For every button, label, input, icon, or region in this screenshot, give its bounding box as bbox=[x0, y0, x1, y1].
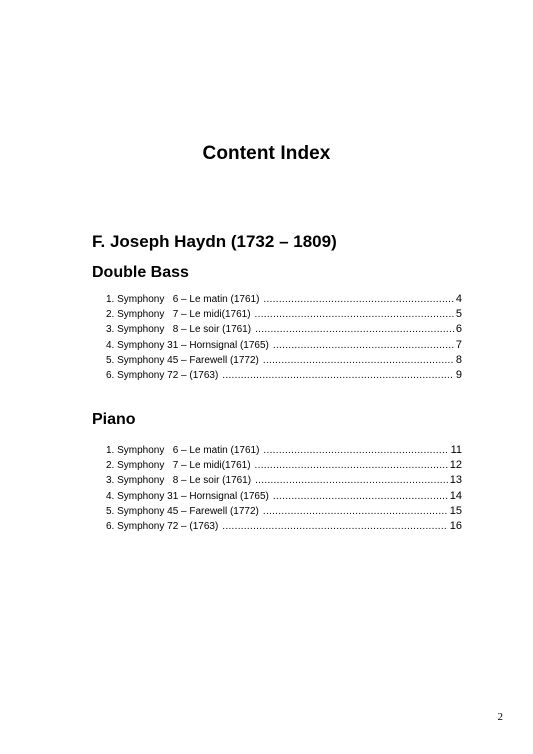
section-heading-double-bass: Double Bass bbox=[92, 264, 189, 281]
toc-dot-leader bbox=[222, 370, 454, 381]
toc-entry-page: 14 bbox=[449, 489, 462, 502]
toc-dot-leader bbox=[255, 460, 448, 471]
toc-dot-leader bbox=[255, 475, 448, 486]
toc-entry-title: 6. Symphony 72 – (1763) bbox=[106, 369, 219, 381]
toc-entry[interactable] bbox=[106, 490, 462, 505]
toc-entry[interactable] bbox=[106, 308, 462, 323]
toc-entry-page: 6 bbox=[455, 323, 462, 336]
toc-entry-title: 5. Symphony 45 – Farewell (1772) bbox=[106, 505, 259, 517]
toc-entry-page: 12 bbox=[449, 459, 462, 472]
toc-entry-page: 16 bbox=[449, 519, 462, 532]
section-heading-piano: Piano bbox=[92, 411, 136, 428]
toc-dot-leader bbox=[255, 324, 454, 335]
toc-dot-leader bbox=[273, 491, 448, 502]
page-number: 2 bbox=[497, 711, 503, 723]
toc-entry-page: 8 bbox=[455, 353, 462, 366]
toc-dot-leader bbox=[273, 340, 454, 351]
toc-entry-title: 3. Symphony 8 – Le soir (1761) bbox=[106, 475, 252, 487]
toc-dot-leader bbox=[255, 309, 454, 320]
toc-entry[interactable] bbox=[106, 444, 462, 459]
toc-dot-leader bbox=[263, 506, 448, 517]
toc-entry-title: 4. Symphony 31 – Hornsignal (1765) bbox=[106, 339, 269, 351]
toc-entry-title: 1. Symphony 6 – Le matin (1761) bbox=[106, 445, 260, 456]
toc-entry[interactable] bbox=[106, 505, 462, 520]
toc-entry[interactable] bbox=[106, 339, 462, 354]
toc-entry-title: 6. Symphony 72 – (1763) bbox=[106, 520, 219, 532]
toc-dot-leader bbox=[263, 294, 453, 305]
page-title: Content Index bbox=[202, 143, 331, 164]
toc-entry[interactable] bbox=[106, 520, 462, 535]
toc-entry-page: 11 bbox=[450, 444, 462, 456]
toc-entry-title: 2. Symphony 7 – Le midi(1761) bbox=[106, 460, 251, 472]
toc-entry-page: 9 bbox=[455, 368, 462, 381]
toc-list-piano bbox=[106, 444, 462, 535]
toc-entry[interactable] bbox=[106, 369, 462, 384]
toc-entry-page: 13 bbox=[449, 474, 462, 487]
toc-entry-title: 5. Symphony 45 – Farewell (1772) bbox=[106, 354, 259, 366]
toc-entry-page: 15 bbox=[449, 504, 462, 517]
toc-dot-leader bbox=[263, 445, 448, 456]
toc-entry[interactable] bbox=[106, 459, 462, 474]
toc-entry-title: 3. Symphony 8 – Le soir (1761) bbox=[106, 324, 252, 336]
toc-entry[interactable] bbox=[106, 323, 462, 338]
toc-entry[interactable] bbox=[106, 354, 462, 369]
toc-list-double-bass bbox=[106, 293, 462, 384]
toc-dot-leader bbox=[222, 521, 447, 532]
toc-entry-title: 4. Symphony 31 – Hornsignal (1765) bbox=[106, 490, 269, 502]
toc-entry-page: 5 bbox=[455, 308, 462, 321]
toc-entry-page: 7 bbox=[455, 338, 462, 351]
toc-entry-title: 1. Symphony 6 – Le matin (1761) bbox=[106, 294, 260, 305]
toc-entry[interactable] bbox=[106, 474, 462, 489]
toc-entry[interactable] bbox=[106, 293, 462, 308]
toc-dot-leader bbox=[263, 355, 454, 366]
toc-entry-title: 2. Symphony 7 – Le midi(1761) bbox=[106, 309, 251, 321]
toc-entry-page: 4 bbox=[455, 293, 462, 305]
composer-heading: F. Joseph Haydn (1732 – 1809) bbox=[92, 232, 337, 251]
